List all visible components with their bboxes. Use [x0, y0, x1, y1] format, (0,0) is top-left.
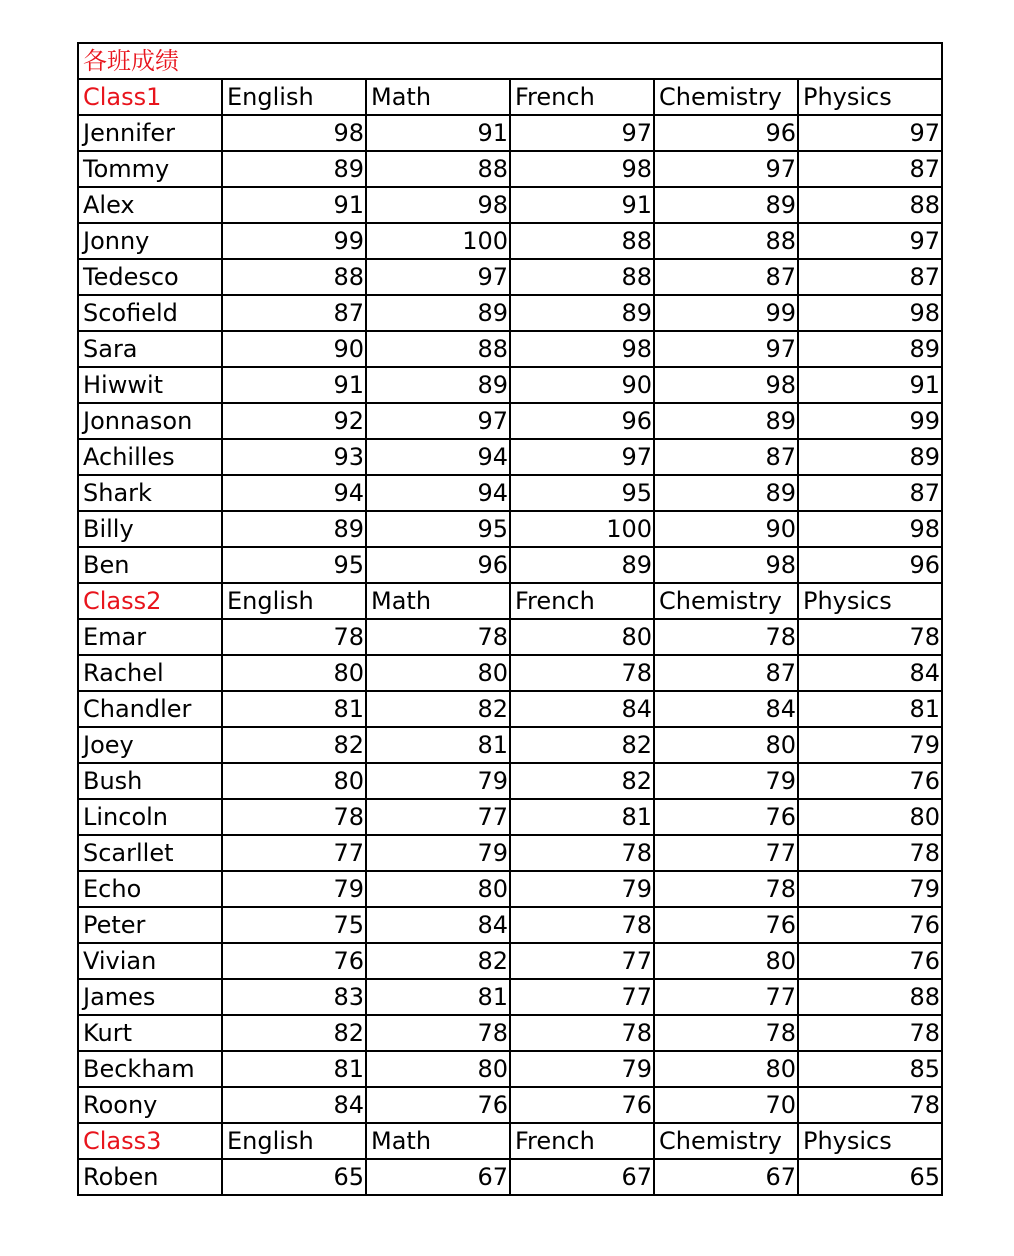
student-name-cell[interactable]: Joey [78, 727, 222, 763]
student-name-cell[interactable]: Scarllet [78, 835, 222, 871]
score-cell-chemistry[interactable]: 79 [654, 763, 798, 799]
score-cell-french[interactable]: 97 [510, 115, 654, 151]
subject-header-math[interactable]: Math [366, 79, 510, 115]
subject-header-chemistry[interactable]: Chemistry [654, 1123, 798, 1159]
class-header-row [78, 79, 942, 115]
score-cell-math[interactable]: 95 [366, 511, 510, 547]
table-row [78, 115, 942, 151]
student-name-cell[interactable]: Peter [78, 907, 222, 943]
score-cell-french[interactable]: 77 [510, 979, 654, 1015]
score-cell-french[interactable]: 98 [510, 331, 654, 367]
table-row [78, 871, 942, 907]
table-row [78, 1159, 942, 1195]
score-cell-english[interactable]: 87 [222, 295, 366, 331]
student-name-cell[interactable]: Achilles [78, 439, 222, 475]
subject-header-english[interactable]: English [222, 583, 366, 619]
student-name-cell[interactable]: Echo [78, 871, 222, 907]
score-cell-french[interactable]: 95 [510, 475, 654, 511]
subject-header-english[interactable]: English [222, 1123, 366, 1159]
score-cell-physics[interactable]: 76 [798, 943, 942, 979]
title-row [78, 43, 942, 79]
score-cell-chemistry[interactable]: 97 [654, 151, 798, 187]
score-cell-physics[interactable]: 87 [798, 151, 942, 187]
subject-header-chemistry[interactable]: Chemistry [654, 79, 798, 115]
score-cell-chemistry[interactable]: 89 [654, 187, 798, 223]
score-cell-math[interactable]: 78 [366, 1015, 510, 1051]
score-cell-physics[interactable]: 79 [798, 727, 942, 763]
score-cell-math[interactable]: 97 [366, 403, 510, 439]
score-cell-math[interactable]: 80 [366, 655, 510, 691]
score-cell-french[interactable]: 78 [510, 1015, 654, 1051]
subject-header-french[interactable]: French [510, 1123, 654, 1159]
score-cell-physics[interactable]: 96 [798, 547, 942, 583]
student-name-cell[interactable]: Chandler [78, 691, 222, 727]
score-cell-chemistry[interactable]: 99 [654, 295, 798, 331]
score-cell-chemistry[interactable]: 98 [654, 367, 798, 403]
table-row [78, 799, 942, 835]
class-header-row [78, 1123, 942, 1159]
score-cell-english[interactable]: 83 [222, 979, 366, 1015]
score-cell-french[interactable]: 78 [510, 907, 654, 943]
table-row [78, 619, 942, 655]
class-header-row [78, 583, 942, 619]
score-cell-english[interactable]: 91 [222, 187, 366, 223]
student-name-cell[interactable]: Shark [78, 475, 222, 511]
table-row [78, 187, 942, 223]
subject-header-physics[interactable]: Physics [798, 583, 942, 619]
score-cell-chemistry[interactable]: 97 [654, 331, 798, 367]
score-cell-french[interactable]: 78 [510, 835, 654, 871]
table-row [78, 1051, 942, 1087]
score-cell-french[interactable]: 88 [510, 223, 654, 259]
subject-header-french[interactable]: French [510, 79, 654, 115]
class-name-cell[interactable]: Class1 [78, 79, 222, 115]
score-cell-french[interactable]: 76 [510, 1087, 654, 1123]
score-cell-physics[interactable]: 89 [798, 331, 942, 367]
score-cell-english[interactable]: 88 [222, 259, 366, 295]
score-cell-french[interactable]: 77 [510, 943, 654, 979]
score-cell-physics[interactable]: 88 [798, 979, 942, 1015]
table-row [78, 1015, 942, 1051]
score-cell-chemistry[interactable]: 87 [654, 439, 798, 475]
table-row [78, 907, 942, 943]
student-name-cell[interactable]: Tedesco [78, 259, 222, 295]
score-cell-french[interactable]: 82 [510, 763, 654, 799]
score-cell-english[interactable]: 95 [222, 547, 366, 583]
score-cell-french[interactable]: 96 [510, 403, 654, 439]
score-cell-english[interactable]: 99 [222, 223, 366, 259]
score-cell-english[interactable]: 98 [222, 115, 366, 151]
score-cell-chemistry[interactable]: 70 [654, 1087, 798, 1123]
score-cell-chemistry[interactable]: 78 [654, 871, 798, 907]
student-name-cell[interactable]: Jonny [78, 223, 222, 259]
score-cell-physics[interactable]: 88 [798, 187, 942, 223]
table-row [78, 763, 942, 799]
score-cell-physics[interactable]: 87 [798, 475, 942, 511]
score-cell-english[interactable]: 94 [222, 475, 366, 511]
score-cell-french[interactable]: 90 [510, 367, 654, 403]
score-cell-math[interactable]: 100 [366, 223, 510, 259]
score-cell-french[interactable]: 97 [510, 439, 654, 475]
score-cell-chemistry[interactable]: 78 [654, 619, 798, 655]
score-cell-french[interactable]: 80 [510, 619, 654, 655]
student-name-cell[interactable]: Lincoln [78, 799, 222, 835]
student-name-cell[interactable]: Billy [78, 511, 222, 547]
score-cell-chemistry[interactable]: 84 [654, 691, 798, 727]
sheet-title[interactable]: 各班成绩 [78, 43, 942, 79]
score-cell-physics[interactable]: 84 [798, 655, 942, 691]
table-row [78, 151, 942, 187]
grades-table [77, 42, 943, 1196]
table-row [78, 475, 942, 511]
score-cell-english[interactable]: 65 [222, 1159, 366, 1195]
score-cell-math[interactable]: 80 [366, 1051, 510, 1087]
student-name-cell[interactable]: Hiwwit [78, 367, 222, 403]
class-name-cell[interactable]: Class2 [78, 583, 222, 619]
score-cell-english[interactable]: 78 [222, 799, 366, 835]
student-name-cell[interactable]: James [78, 979, 222, 1015]
student-name-cell[interactable]: Scofield [78, 295, 222, 331]
table-row [78, 835, 942, 871]
student-name-cell[interactable]: Alex [78, 187, 222, 223]
score-cell-english[interactable]: 79 [222, 871, 366, 907]
score-cell-physics[interactable]: 79 [798, 871, 942, 907]
score-cell-physics[interactable]: 76 [798, 763, 942, 799]
score-cell-math[interactable]: 82 [366, 943, 510, 979]
score-cell-chemistry[interactable]: 87 [654, 259, 798, 295]
score-cell-english[interactable]: 80 [222, 655, 366, 691]
score-cell-math[interactable]: 80 [366, 871, 510, 907]
score-cell-english[interactable]: 81 [222, 1051, 366, 1087]
score-cell-math[interactable]: 89 [366, 367, 510, 403]
score-cell-math[interactable]: 89 [366, 295, 510, 331]
student-name-cell[interactable]: Rachel [78, 655, 222, 691]
score-cell-french[interactable]: 89 [510, 547, 654, 583]
subject-header-math[interactable]: Math [366, 583, 510, 619]
table-row [78, 331, 942, 367]
score-cell-physics[interactable]: 85 [798, 1051, 942, 1087]
score-cell-math[interactable]: 94 [366, 439, 510, 475]
score-cell-french[interactable]: 67 [510, 1159, 654, 1195]
score-cell-english[interactable]: 91 [222, 367, 366, 403]
table-row [78, 223, 942, 259]
score-cell-chemistry[interactable]: 80 [654, 727, 798, 763]
score-cell-chemistry[interactable]: 90 [654, 511, 798, 547]
score-cell-french[interactable]: 98 [510, 151, 654, 187]
score-cell-english[interactable]: 89 [222, 511, 366, 547]
score-cell-english[interactable]: 92 [222, 403, 366, 439]
score-cell-english[interactable]: 93 [222, 439, 366, 475]
score-cell-math[interactable]: 79 [366, 763, 510, 799]
subject-header-english[interactable]: English [222, 79, 366, 115]
table-row [78, 403, 942, 439]
score-cell-math[interactable]: 88 [366, 151, 510, 187]
student-name-cell[interactable]: Emar [78, 619, 222, 655]
score-cell-math[interactable]: 98 [366, 187, 510, 223]
score-cell-math[interactable]: 76 [366, 1087, 510, 1123]
score-cell-chemistry[interactable]: 67 [654, 1159, 798, 1195]
score-cell-physics[interactable]: 78 [798, 619, 942, 655]
score-cell-physics[interactable]: 65 [798, 1159, 942, 1195]
score-cell-chemistry[interactable]: 89 [654, 403, 798, 439]
score-cell-french[interactable]: 81 [510, 799, 654, 835]
student-name-cell[interactable]: Jennifer [78, 115, 222, 151]
table-row [78, 655, 942, 691]
score-cell-chemistry[interactable]: 87 [654, 655, 798, 691]
score-cell-math[interactable]: 94 [366, 475, 510, 511]
score-cell-math[interactable]: 84 [366, 907, 510, 943]
subject-header-chemistry[interactable]: Chemistry [654, 583, 798, 619]
score-cell-chemistry[interactable]: 96 [654, 115, 798, 151]
score-cell-french[interactable]: 88 [510, 259, 654, 295]
table-row [78, 367, 942, 403]
score-cell-math[interactable]: 88 [366, 331, 510, 367]
score-cell-physics[interactable]: 87 [798, 259, 942, 295]
score-cell-french[interactable]: 79 [510, 1051, 654, 1087]
table-row [78, 511, 942, 547]
class-name-cell[interactable]: Class3 [78, 1123, 222, 1159]
score-cell-physics[interactable]: 97 [798, 223, 942, 259]
table-row [78, 979, 942, 1015]
table-row [78, 1087, 942, 1123]
score-cell-chemistry[interactable]: 89 [654, 475, 798, 511]
table-row [78, 943, 942, 979]
score-cell-chemistry[interactable]: 98 [654, 547, 798, 583]
score-cell-math[interactable]: 81 [366, 727, 510, 763]
table-row [78, 259, 942, 295]
score-cell-french[interactable]: 89 [510, 295, 654, 331]
score-cell-chemistry[interactable]: 80 [654, 943, 798, 979]
score-cell-physics[interactable]: 81 [798, 691, 942, 727]
grades-table-body [78, 43, 942, 1195]
score-cell-english[interactable]: 89 [222, 151, 366, 187]
score-cell-math[interactable]: 97 [366, 259, 510, 295]
score-cell-french[interactable]: 100 [510, 511, 654, 547]
score-cell-english[interactable]: 76 [222, 943, 366, 979]
score-cell-english[interactable]: 81 [222, 691, 366, 727]
score-cell-french[interactable]: 79 [510, 871, 654, 907]
student-name-cell[interactable]: Ben [78, 547, 222, 583]
subject-header-math[interactable]: Math [366, 1123, 510, 1159]
score-cell-chemistry[interactable]: 76 [654, 907, 798, 943]
score-cell-physics[interactable]: 97 [798, 115, 942, 151]
student-name-cell[interactable]: Tommy [78, 151, 222, 187]
table-row [78, 691, 942, 727]
score-cell-physics[interactable]: 76 [798, 907, 942, 943]
score-cell-english[interactable]: 84 [222, 1087, 366, 1123]
score-cell-physics[interactable]: 78 [798, 835, 942, 871]
score-cell-chemistry[interactable]: 88 [654, 223, 798, 259]
score-cell-chemistry[interactable]: 77 [654, 979, 798, 1015]
score-cell-english[interactable]: 82 [222, 1015, 366, 1051]
score-cell-physics[interactable]: 98 [798, 295, 942, 331]
score-cell-english[interactable]: 90 [222, 331, 366, 367]
score-cell-english[interactable]: 77 [222, 835, 366, 871]
subject-header-french[interactable]: French [510, 583, 654, 619]
score-cell-math[interactable]: 77 [366, 799, 510, 835]
score-cell-french[interactable]: 91 [510, 187, 654, 223]
table-row [78, 439, 942, 475]
score-cell-english[interactable]: 75 [222, 907, 366, 943]
score-cell-chemistry[interactable]: 80 [654, 1051, 798, 1087]
score-cell-physics[interactable]: 98 [798, 511, 942, 547]
score-cell-physics[interactable]: 78 [798, 1087, 942, 1123]
score-cell-english[interactable]: 80 [222, 763, 366, 799]
student-name-cell[interactable]: Vivian [78, 943, 222, 979]
score-cell-french[interactable]: 84 [510, 691, 654, 727]
score-cell-math[interactable]: 91 [366, 115, 510, 151]
score-cell-math[interactable]: 96 [366, 547, 510, 583]
student-name-cell[interactable]: Jonnason [78, 403, 222, 439]
student-name-cell[interactable]: Sara [78, 331, 222, 367]
student-name-cell[interactable]: Kurt [78, 1015, 222, 1051]
subject-header-physics[interactable]: Physics [798, 79, 942, 115]
score-cell-physics[interactable]: 89 [798, 439, 942, 475]
score-cell-math[interactable]: 82 [366, 691, 510, 727]
score-cell-math[interactable]: 78 [366, 619, 510, 655]
score-cell-french[interactable]: 78 [510, 655, 654, 691]
student-name-cell[interactable]: Bush [78, 763, 222, 799]
score-cell-chemistry[interactable]: 76 [654, 799, 798, 835]
table-row [78, 547, 942, 583]
student-name-cell[interactable]: Roben [78, 1159, 222, 1195]
score-cell-physics[interactable]: 80 [798, 799, 942, 835]
score-cell-english[interactable]: 82 [222, 727, 366, 763]
score-cell-math[interactable]: 79 [366, 835, 510, 871]
score-cell-french[interactable]: 82 [510, 727, 654, 763]
subject-header-physics[interactable]: Physics [798, 1123, 942, 1159]
table-row [78, 295, 942, 331]
score-cell-physics[interactable]: 91 [798, 367, 942, 403]
score-cell-physics[interactable]: 99 [798, 403, 942, 439]
score-cell-english[interactable]: 78 [222, 619, 366, 655]
student-name-cell[interactable]: Beckham [78, 1051, 222, 1087]
score-cell-chemistry[interactable]: 78 [654, 1015, 798, 1051]
score-cell-physics[interactable]: 78 [798, 1015, 942, 1051]
score-cell-math[interactable]: 81 [366, 979, 510, 1015]
table-row [78, 727, 942, 763]
student-name-cell[interactable]: Roony [78, 1087, 222, 1123]
score-cell-math[interactable]: 67 [366, 1159, 510, 1195]
score-cell-chemistry[interactable]: 77 [654, 835, 798, 871]
